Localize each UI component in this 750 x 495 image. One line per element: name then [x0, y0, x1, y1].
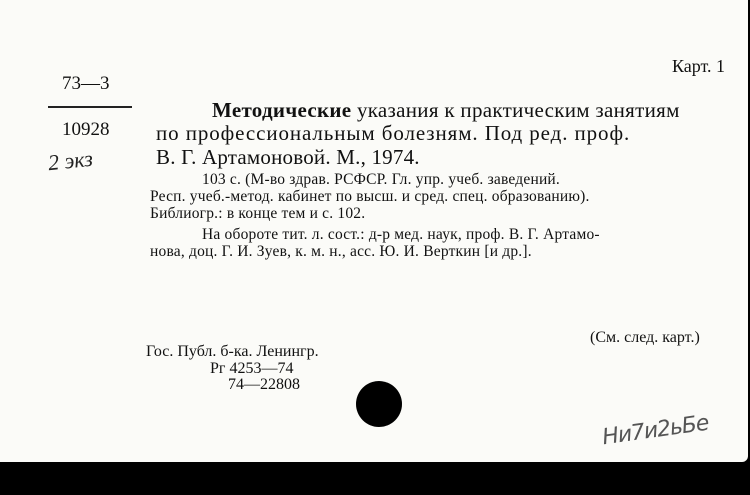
body-line-1: 103 с. (М-во здрав. РСФСР. Гл. упр. учеб. заведений. [202, 171, 561, 188]
body-line-3: Библиогр.: в конце тем и с. 102. [150, 205, 366, 222]
title-rest: указания к практическим занятиям [351, 98, 680, 122]
call-number-bottom: 10928 [62, 119, 110, 140]
title-line-3: В. Г. Артамоновой. М., 1974. [156, 145, 420, 169]
call-number-divider [48, 106, 132, 108]
card-number: Карт. 1 [672, 56, 726, 76]
registry-number-2: 74—22808 [228, 376, 300, 393]
title-line [212, 98, 680, 123]
title-line-2: по профессиональным болезням. Под ред. проф. [156, 121, 631, 145]
stamp-signature: Ни7и2ьБе [600, 410, 710, 451]
call-number-top: 73—3 [62, 73, 110, 94]
handwritten-note: 2 экз [46, 145, 94, 176]
see-next-card: (См. след. карт.) [590, 329, 700, 346]
library-name: Гос. Публ. б-ка. Ленингр. [146, 343, 319, 360]
body-line-2: Респ. учеб.-метод. кабинет по высш. и сред. спец. образованию). [150, 188, 590, 205]
punch-hole [356, 381, 402, 427]
registry-number-1: Рг 4253—74 [210, 360, 294, 377]
body-line-4: На обороте тит. л. сост.: д-р мед. наук, проф. В. Г. Артамо- [202, 226, 600, 243]
title-bold: Методические [212, 98, 352, 122]
body-line-5: нова, доц. Г. И. Зуев, к. м. н., асс. Ю. И. Верткин [и др.]. [150, 243, 532, 260]
